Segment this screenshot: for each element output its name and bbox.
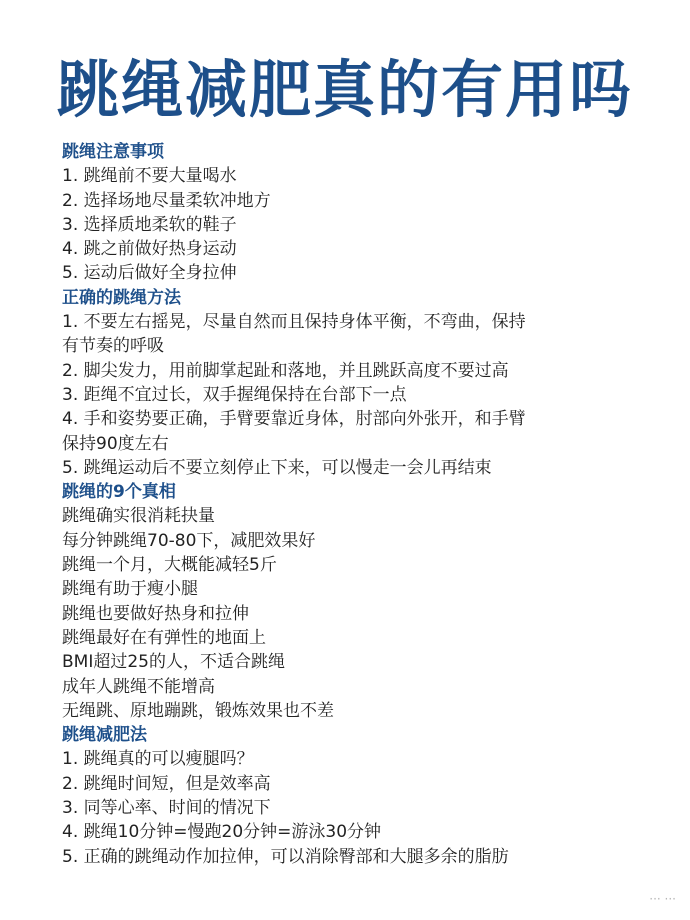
list-item: 跳绳也要做好热身和拉伸 bbox=[62, 603, 249, 624]
list-item: 成年人跳绳不能增高 bbox=[62, 676, 215, 697]
list-item: 2. 选择场地尽量柔软冲地方 bbox=[62, 190, 271, 211]
article-body bbox=[62, 140, 662, 869]
list-item: BMI超过25的人，不适合跳绳 bbox=[62, 652, 285, 673]
section-heading-notes: 跳绳注意事项 bbox=[62, 142, 164, 162]
watermark: ··· ··· bbox=[649, 892, 676, 906]
list-item: 5. 运动后做好全身拉伸 bbox=[62, 263, 237, 284]
section-heading-weight-loss: 跳绳减肥法 bbox=[62, 725, 147, 746]
section-heading-method: 正确的跳绳方法 bbox=[62, 287, 181, 308]
list-item: 5. 跳绳运动后不要立刻停止下来，可以慢走一会儿再结束 bbox=[62, 457, 492, 478]
list-item: 跳绳有助于瘦小腿 bbox=[62, 579, 198, 600]
list-item: 3. 同等心率、时间的情况下 bbox=[62, 798, 271, 819]
list-item: 跳绳最好在有弹性的地面上 bbox=[62, 627, 266, 648]
list-item: 4. 跳之前做好热身运动 bbox=[62, 239, 237, 260]
list-item: 1. 跳绳前不要大量喝水 bbox=[62, 166, 237, 187]
list-item: 1. 不要左右摇晃，尽量自然而且保持身体平衡，不弯曲，保持 bbox=[62, 312, 526, 333]
list-item: 4. 跳绳10分钟=慢跑20分钟=游泳30分钟 bbox=[62, 822, 382, 843]
page-title: 跳绳减肥真的有用吗 bbox=[56, 53, 633, 126]
list-item: 有节奏的呼吸 bbox=[62, 336, 164, 357]
list-item: 4. 手和姿势要正确，手臂要靠近身体，肘部向外张开，和手臂 bbox=[62, 409, 526, 430]
list-item: 2. 跳绳时间短，但是效率高 bbox=[62, 773, 271, 794]
list-item: 1. 跳绳真的可以瘦腿吗？ bbox=[62, 749, 254, 770]
list-item: 3. 距绳不宜过长，双手握绳保持在台部下一点 bbox=[62, 384, 407, 405]
list-item: 5. 正确的跳绳动作加拉伸，可以消除臀部和大腿多余的脂肪 bbox=[62, 846, 509, 867]
list-item: 每分钟跳绳70-80下，减肥效果好 bbox=[62, 530, 316, 551]
section-heading-truths: 跳绳的9个真相 bbox=[62, 482, 176, 503]
list-item: 无绳跳、原地蹦跳，锻炼效果也不差 bbox=[62, 700, 334, 721]
list-item: 跳绳确实很消耗抉量 bbox=[62, 506, 215, 527]
list-item: 保持90度左右 bbox=[62, 433, 169, 454]
list-item: 跳绳一个月，大概能减轻5斤 bbox=[62, 555, 277, 576]
list-item: 3. 选择质地柔软的鞋子 bbox=[62, 214, 237, 235]
list-item: 2. 脚尖发力，用前脚掌起趾和落地，并且跳跃高度不要过高 bbox=[62, 360, 509, 381]
